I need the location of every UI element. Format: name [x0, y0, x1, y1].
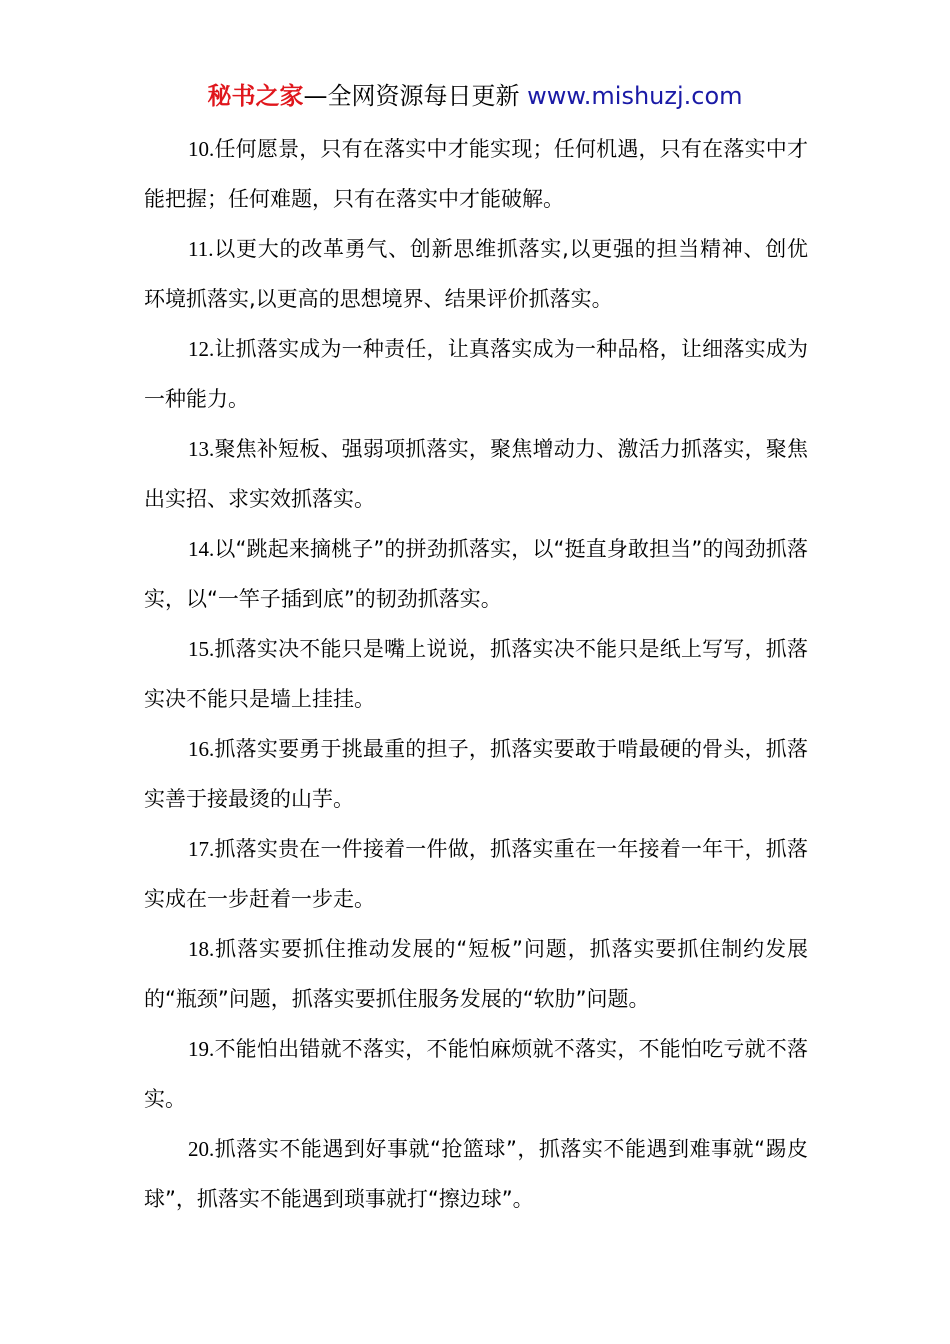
- site-url-link[interactable]: www.mishuzj.com: [527, 82, 743, 110]
- paragraph-14: [144, 524, 808, 624]
- paragraph-text: 不能怕出错就不落实，不能怕麻烦就不落实，不能怕吃亏就不落实。: [144, 1037, 808, 1111]
- paragraph-20: [144, 1124, 808, 1224]
- paragraph-text: 抓落实要勇于挑最重的担子，抓落实要敢于啃最硬的骨头，抓落实善于接最烫的山芋。: [144, 737, 808, 811]
- paragraph-10: [144, 124, 808, 224]
- paragraph-13: [144, 424, 808, 524]
- paragraph-number: 10.: [188, 137, 215, 161]
- paragraph-text: 以“跳起来摘桃子”的拼劲抓落实，以“挺直身敢担当”的闯劲抓落实，以“一竿子插到底”的韧劲抓落实。: [144, 537, 808, 611]
- paragraph-11: [144, 224, 808, 324]
- paragraph-text: 任何愿景，只有在落实中才能实现；任何机遇，只有在落实中才能把握；任何难题，只有在落实中才能破解。: [144, 137, 808, 211]
- paragraph-text: 让抓落实成为一种责任，让真落实成为一种品格，让细落实成为一种能力。: [144, 337, 808, 411]
- paragraph-number: 12.: [188, 337, 215, 361]
- paragraph-17: [144, 824, 808, 924]
- paragraph-number: 18.: [188, 937, 215, 961]
- site-tagline: —全网资源每日更新: [303, 82, 520, 110]
- paragraph-19: [144, 1024, 808, 1124]
- paragraph-number: 14.: [188, 537, 215, 561]
- paragraph-number: 16.: [188, 737, 215, 761]
- paragraph-text: 抓落实决不能只是嘴上说说，抓落实决不能只是纸上写写，抓落实决不能只是墙上挂挂。: [144, 637, 808, 711]
- site-brand: 秘书之家: [207, 82, 304, 110]
- paragraph-18: [144, 924, 808, 1024]
- paragraph-number: 17.: [188, 837, 215, 861]
- paragraph-number: 13.: [188, 437, 215, 461]
- paragraph-text: 抓落实要抓住推动发展的“短板”问题，抓落实要抓住制约发展的“瓶颈”问题，抓落实要抓住服务发展的“软肋”问题。: [144, 937, 808, 1011]
- paragraph-number: 15.: [188, 637, 215, 661]
- paragraph-12: [144, 324, 808, 424]
- page-header: [0, 80, 950, 112]
- paragraph-16: [144, 724, 808, 824]
- paragraph-text: 聚焦补短板、强弱项抓落实，聚焦增动力、激活力抓落实，聚焦出实招、求实效抓落实。: [144, 437, 808, 511]
- paragraph-text: 抓落实贵在一件接着一件做，抓落实重在一年接着一年干，抓落实成在一步赶着一步走。: [144, 837, 808, 911]
- paragraph-text: 以更大的改革勇气、创新思维抓落实,以更强的担当精神、创优环境抓落实,以更高的思想境界、结果评价抓落实。: [144, 237, 808, 311]
- paragraph-number: 20.: [188, 1137, 215, 1161]
- document-body: [144, 124, 808, 1224]
- paragraph-number: 19.: [188, 1037, 215, 1061]
- paragraph-15: [144, 624, 808, 724]
- paragraph-number: 11.: [188, 237, 214, 261]
- paragraph-text: 抓落实不能遇到好事就“抢篮球”，抓落实不能遇到难事就“踢皮球”，抓落实不能遇到琐事就打“擦边球”。: [144, 1137, 808, 1211]
